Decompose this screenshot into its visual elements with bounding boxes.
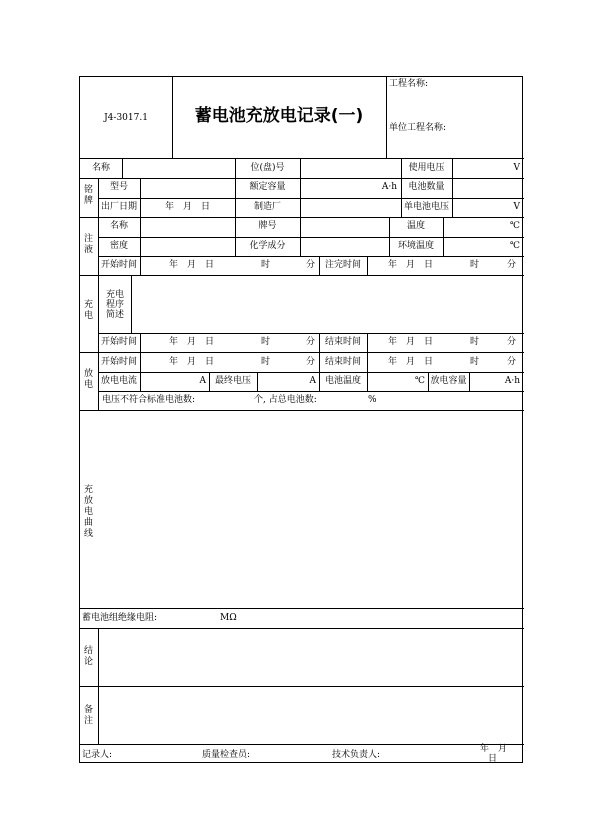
qc-label: 质量检查员: <box>202 750 251 760</box>
minute-label: 分 <box>306 357 316 367</box>
hour-label: 时 <box>261 357 271 367</box>
unit-c: ℃ <box>414 376 425 386</box>
nameplate-name-label: 名称 <box>91 163 110 173</box>
manufacturer-label: 制造厂 <box>253 202 281 212</box>
date-ymd: 年 月 日 <box>388 337 434 347</box>
rule <box>80 686 524 687</box>
rule <box>80 217 524 218</box>
rated-capacity-label: 额定容量 <box>249 182 286 192</box>
rule <box>80 158 524 159</box>
rule <box>140 333 141 372</box>
rule <box>80 744 524 745</box>
unit-a: A <box>199 376 206 386</box>
fill-start-time-label: 开始时间 <box>100 260 137 270</box>
minute-label: 分 <box>507 357 517 367</box>
usage-voltage-label: 使用电压 <box>408 163 445 173</box>
rule <box>98 372 524 373</box>
tech-lead-label: 技术负责人: <box>332 750 381 760</box>
unit-c: ℃ <box>509 241 520 251</box>
factory-date-ymd: 年 月 日 <box>164 202 210 212</box>
rule <box>300 217 301 256</box>
unit-v: V <box>513 163 520 173</box>
date-ymd: 年 月 日 <box>388 357 434 367</box>
insulation-label: 蓄电池组绝缘电阻: <box>82 613 158 623</box>
rule <box>98 237 524 238</box>
unit-v: V <box>513 202 520 212</box>
footer-year-month: 年 月 <box>480 744 508 754</box>
unit-c: ℃ <box>509 221 520 231</box>
project-name-label: 工程名称: <box>389 79 429 89</box>
rule <box>98 256 524 257</box>
minute-label: 分 <box>507 260 517 270</box>
rule <box>98 198 524 199</box>
charge-discharge-record-form <box>79 76 523 763</box>
date-ymd: 年 月 日 <box>388 260 434 270</box>
hour-label: 时 <box>261 337 271 347</box>
charge-procedure-label: 充电程序简述 <box>105 290 124 320</box>
hour-label: 时 <box>470 337 480 347</box>
hour-label: 时 <box>470 357 480 367</box>
discharge-capacity-label: 放电容量 <box>430 376 467 386</box>
density-label: 密度 <box>109 241 128 251</box>
rule <box>80 178 524 179</box>
chem-composition-label: 化学成分 <box>249 241 286 251</box>
electrolyte-name-label: 名称 <box>109 221 128 231</box>
discharge-current-label: 放电电流 <box>100 376 137 386</box>
rule <box>122 158 123 178</box>
charge-group-label: 充电 <box>83 300 93 321</box>
unit-ah: A·h <box>381 182 397 192</box>
single-voltage-label: 单电池电压 <box>403 202 449 212</box>
form-code: J4-3017.1 <box>104 113 148 123</box>
rule <box>98 391 524 392</box>
rule <box>98 628 99 744</box>
model-label: 型号 <box>109 182 128 192</box>
conclusion-label: 结论 <box>83 646 93 667</box>
date-ymd: 年 月 日 <box>169 337 215 347</box>
brand-label: 牌号 <box>258 221 277 231</box>
discharge-end-time-label: 结束时间 <box>324 357 361 367</box>
recorder-label: 记录人: <box>82 750 113 760</box>
minute-label: 分 <box>306 260 316 270</box>
page-title: 蓄电池充放电记录(一) <box>194 106 364 126</box>
discharge-group-label: 放电 <box>83 369 93 390</box>
hour-label: 时 <box>470 260 480 270</box>
rule <box>386 77 387 158</box>
unit-a: A <box>309 376 316 386</box>
rule <box>80 275 524 276</box>
final-voltage-label: 最终电压 <box>214 376 251 386</box>
unit-project-label: 单位工程名称: <box>389 123 447 133</box>
ambient-temp-label: 环境温度 <box>397 241 434 251</box>
date-ymd: 年 月 日 <box>169 260 215 270</box>
minute-label: 分 <box>306 337 316 347</box>
rule <box>300 158 301 178</box>
rule <box>140 256 141 275</box>
rule <box>140 217 141 256</box>
position-no-label: 位(盘)号 <box>250 163 285 173</box>
rule <box>80 608 524 609</box>
battery-count-label: 电池数量 <box>408 182 445 192</box>
rule <box>80 410 524 411</box>
remarks-label: 备注 <box>83 705 93 726</box>
curve-label: 充放电曲线 <box>83 485 93 539</box>
rule <box>367 333 368 372</box>
percent-sign: % <box>368 395 377 405</box>
rule <box>98 333 524 334</box>
nonconform-count-label: 电压不符合标准电池数: <box>102 395 196 405</box>
hour-label: 时 <box>261 260 271 270</box>
charge-end-time-label: 结束时间 <box>324 337 361 347</box>
rule <box>131 275 132 333</box>
battery-temp-label: 电池温度 <box>324 376 361 386</box>
minute-label: 分 <box>507 337 517 347</box>
charge-start-time-label: 开始时间 <box>100 337 137 347</box>
discharge-start-time-label: 开始时间 <box>100 357 137 367</box>
insulation-unit: MΩ <box>220 613 237 623</box>
electrolyte-group-label: 注液 <box>83 234 93 255</box>
footer-day: 日 <box>488 754 498 764</box>
rule <box>80 352 524 353</box>
factory-date-label: 出厂日期 <box>100 202 137 212</box>
fill-end-time-label: 注完时间 <box>324 260 361 270</box>
unit-ah: A·h <box>504 376 520 386</box>
percent-label: 个, 占总电池数: <box>254 395 317 405</box>
nameplate-group-label: 铭牌 <box>83 185 93 206</box>
date-ymd: 年 月 日 <box>169 357 215 367</box>
temperature-label: 温度 <box>406 221 425 231</box>
rule <box>367 256 368 275</box>
rule <box>80 628 524 629</box>
